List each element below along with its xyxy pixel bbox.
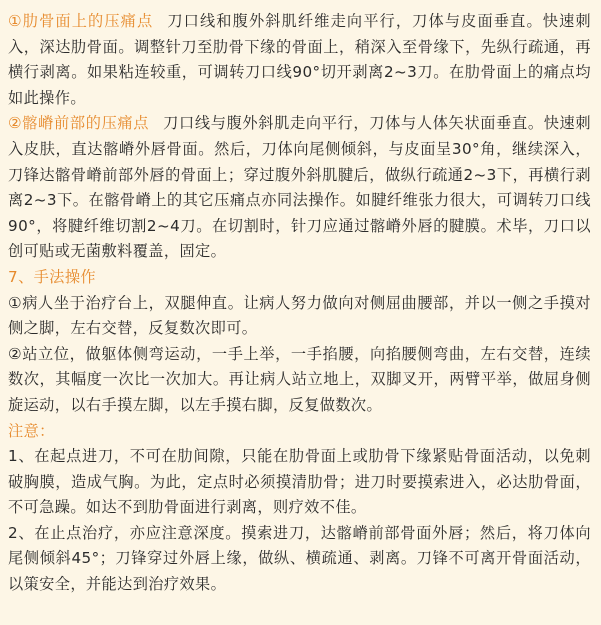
section-heading-manipulation: 7、手法操作 (8, 267, 97, 286)
section-text: 刀口线和腹外斜肌纤维走向平行，刀体与皮面垂直。快速刺入，深达肋骨面。调整针刀至肋骨下缘的骨面上，稍深入至骨缘下，先纵行疏通，再横行剥离。如果粘连较重，可调转刀口线90°切开剥离2~3刀。在肋骨面上的痛点均如此操作。 (8, 12, 592, 107)
section-heading: ①肋骨面上的压痛点 (8, 12, 154, 30)
section-iliac-crest-tender-point (8, 111, 591, 265)
note-1: 1、在起点进刀，不可在肋间隙，只能在肋骨面上或肋骨下缘紧贴骨面活动，以免刺破胸膜，造成气胸。为此，定点时必须摸清肋骨；进刀时要摸索进入，必达肋骨面，不可急躁。如达不到肋骨面进行剥离，则疗效不佳。 (8, 447, 591, 517)
section-rib-tender-point (8, 9, 591, 111)
manipulation-step-1: ①病人坐于治疗台上，双腿伸直。让病人努力做向对侧屈曲腰部，并以一侧之手摸对侧之脚，左右交替，反复数次即可。 (8, 293, 591, 338)
section-text: 刀口线与腹外斜肌走向平行，刀体与人体矢状面垂直。快速刺入皮肤，直达髂嵴外唇骨面。然后，刀体向尾侧倾斜，与皮面呈30°角，继续深入，刀锋达髂骨嵴前部外唇的骨面上；穿过腹外斜肌腱后，做纵行疏通2~3下，再横行剥离2~3下。在髂骨嵴上的其它压痛点亦同法操作。如腱纤维张力很大，可调转刀口线90°，将腱纤维切割2~4刀。在切割时，针刀应通过髂嵴外唇的腱膜。术毕，刀口以创可贴或无菌敷料覆盖，固定。 (8, 114, 591, 261)
section-heading: ②髂嵴前部的压痛点 (8, 114, 150, 133)
note-2: 2、在止点治疗，亦应注意深度。摸索进刀，达髂嵴前部骨面外唇；然后，将刀体向尾侧倾斜45°；刀锋穿过外唇上缘，做纵、横疏通、剥离。刀锋不可离开骨面活动，以策安全，并能达到治疗效果。 (8, 523, 591, 594)
manipulation-step-2: ②站立位，做躯体侧弯运动，一手上举，一手掐腰，向掐腰侧弯曲，左右交替，连续数次，其幅度一次比一次加大。再让病人站立地上，双脚叉开，两臂平举，做屈身侧旋运动，以右手摸左脚，以左手摸右脚，反复做数次。 (8, 344, 591, 414)
notes-heading: 注意： (8, 421, 55, 440)
